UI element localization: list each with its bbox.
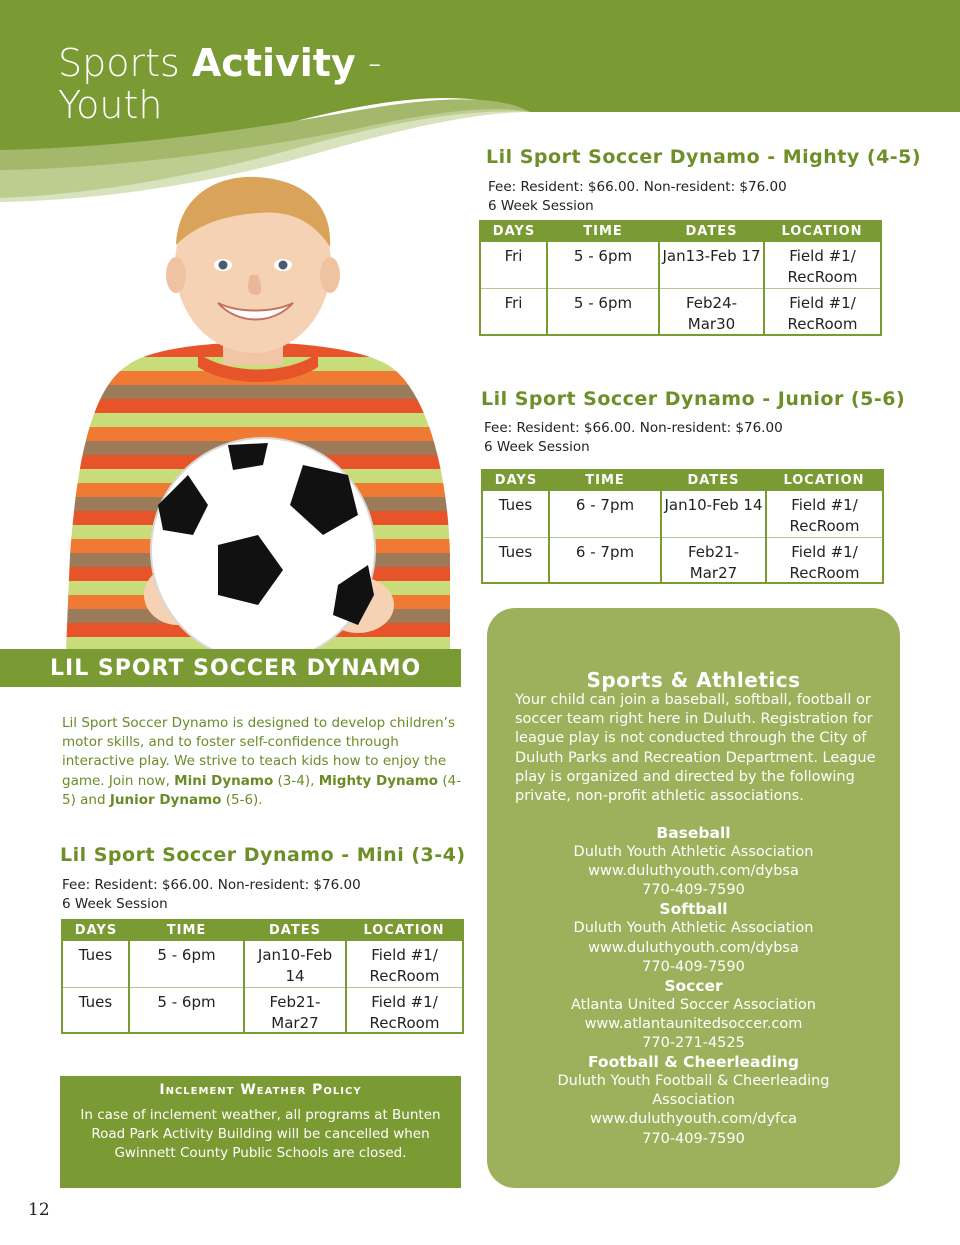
boy-with-soccer-ball-image bbox=[58, 175, 458, 650]
header-location: LOCATION bbox=[766, 469, 882, 491]
table-row: Fri 5 - 6pm Jan13-Feb 17 Field #1/ RecRoom bbox=[481, 242, 880, 289]
table-row: Tues 6 - 7pm Feb21- Mar27 Field #1/ RecRoom bbox=[483, 538, 882, 585]
header-time: TIME bbox=[129, 919, 244, 941]
header-time: TIME bbox=[549, 469, 661, 491]
sports-athletics-intro: Your child can join a baseball, softball, football or soccer team right here in Duluth. Registration for league play is not conducted through the City of Duluth Parks and Recreation Department. League play is organized and directed by the following private, non-profit athletic associations. bbox=[515, 692, 876, 805]
intro-paragraph: Lil Sport Soccer Dynamo is designed to develop children’s motor skills, and to foster self-confidence through interactive play. We strive to teach kids how to enjoy the game. Join now, Mini Dynamo (3-4), Mighty Dynamo (4-5) and Junior Dynamo (5-6). bbox=[62, 715, 462, 808]
org-link[interactable]: www.atlantaunitedsoccer.com bbox=[584, 1015, 803, 1032]
mini-fee: Fee: Resident: $66.00. Non-resident: $76.00 6 Week Session bbox=[62, 877, 361, 912]
mighty-schedule-table bbox=[479, 220, 882, 336]
header-dates: DATES bbox=[244, 919, 346, 941]
sports-athletics-panel bbox=[487, 608, 900, 1188]
header-location: LOCATION bbox=[346, 919, 462, 941]
table-row: Tues 6 - 7pm Jan10-Feb 14 Field #1/ RecRoom bbox=[483, 491, 882, 538]
association-list bbox=[487, 824, 900, 1149]
mini-schedule-table bbox=[61, 919, 464, 1034]
sports-athletics-title: Sports & Athletics bbox=[586, 668, 801, 692]
section-banner: LIL SPORT SOCCER DYNAMO bbox=[0, 649, 461, 687]
page-title: Sports Activity - Youth bbox=[58, 41, 382, 127]
header-days: DAYS bbox=[63, 919, 129, 941]
table-row: Tues 5 - 6pm Feb21- Mar27 Field #1/ RecRoom bbox=[63, 988, 462, 1035]
header-dates: DATES bbox=[659, 220, 764, 242]
header-days: DAYS bbox=[483, 469, 549, 491]
mini-section-title: Lil Sport Soccer Dynamo - Mini (3-4) bbox=[60, 844, 466, 866]
inclement-weather-title: Inclement Weather Policy bbox=[159, 1082, 362, 1098]
junior-fee: Fee: Resident: $66.00. Non-resident: $76.00 6 Week Session bbox=[484, 420, 783, 455]
org-link[interactable]: www.duluthyouth.com/dybsa bbox=[588, 939, 799, 956]
header-days: DAYS bbox=[481, 220, 547, 242]
org-baseball: Baseball Duluth Youth Athletic Association www.duluthyouth.com/dybsa 770-409-7590 bbox=[487, 824, 900, 900]
junior-schedule-table bbox=[481, 469, 884, 584]
inclement-weather-text: In case of inclement weather, all programs at Bunten Road Park Activity Building will be cancelled when Gwinnett County Public Schools are closed. bbox=[80, 1107, 441, 1162]
inclement-weather-box bbox=[60, 1076, 461, 1188]
table-row: Tues 5 - 6pm Jan10-Feb 14 Field #1/ RecRoom bbox=[63, 941, 462, 988]
junior-section-title: Lil Sport Soccer Dynamo - Junior (5-6) bbox=[481, 388, 906, 410]
org-softball: Softball Duluth Youth Athletic Association www.duluthyouth.com/dybsa 770-409-7590 bbox=[487, 900, 900, 976]
mighty-section-title: Lil Sport Soccer Dynamo - Mighty (4-5) bbox=[486, 146, 922, 168]
header-time: TIME bbox=[547, 220, 659, 242]
mighty-fee: Fee: Resident: $66.00. Non-resident: $76.00 6 Week Session bbox=[488, 179, 787, 214]
header-dates: DATES bbox=[661, 469, 766, 491]
org-link[interactable]: www.duluthyouth.com/dybsa bbox=[588, 863, 799, 880]
page-number: 12 bbox=[28, 1200, 50, 1220]
header-location: LOCATION bbox=[764, 220, 880, 242]
org-football: Football & Cheerleading Duluth Youth Football & Cheerleading Association www.duluthyouth.com/dyfca 770-409-7590 bbox=[487, 1053, 900, 1148]
org-soccer: Soccer Atlanta United Soccer Association www.atlantaunitedsoccer.com 770-271-4525 bbox=[487, 977, 900, 1053]
org-link[interactable]: www.duluthyouth.com/dyfca bbox=[589, 1111, 798, 1128]
table-row: Fri 5 - 6pm Feb24- Mar30 Field #1/ RecRoom bbox=[481, 289, 880, 336]
